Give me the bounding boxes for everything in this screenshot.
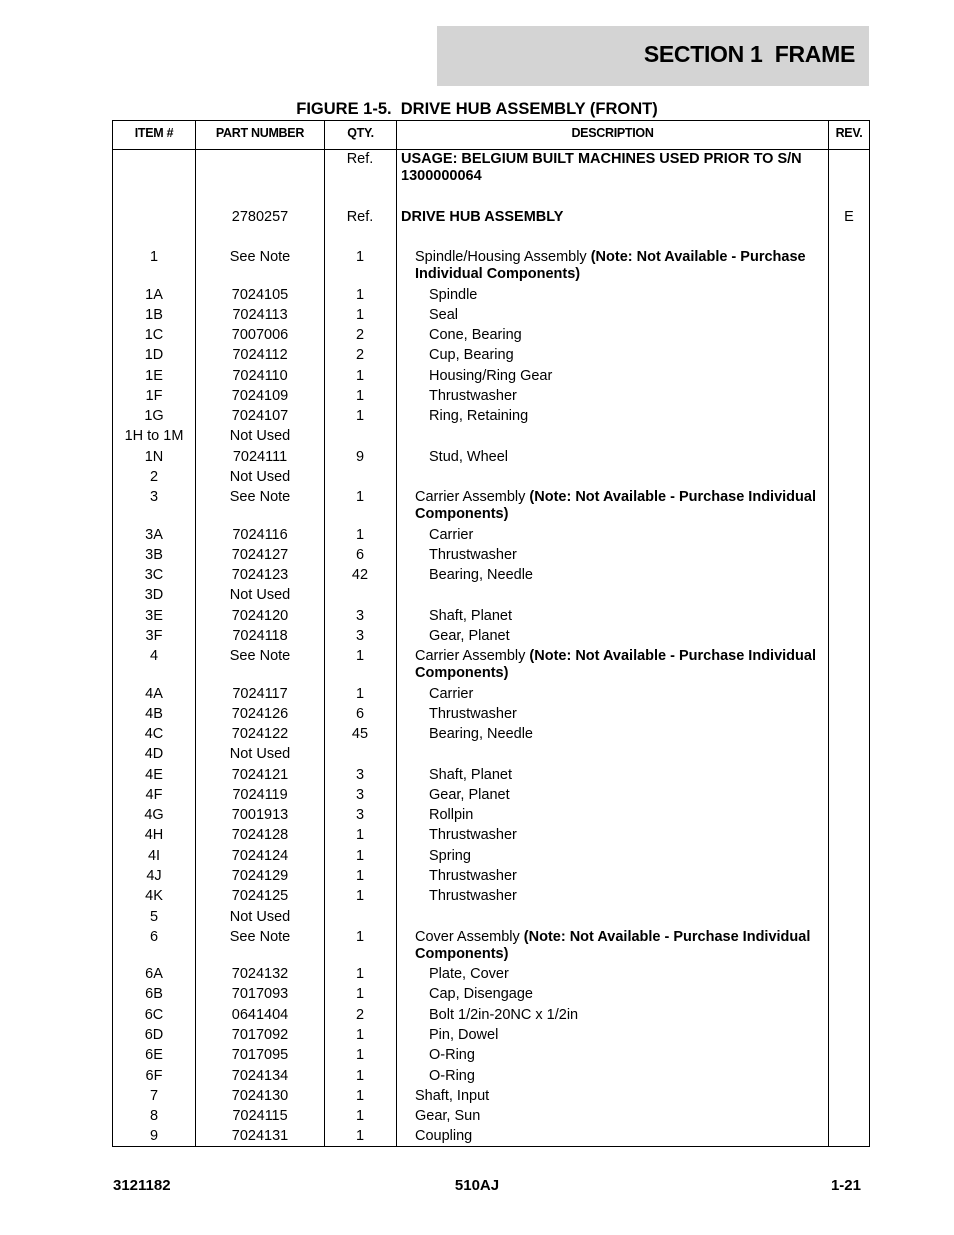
quantity: 1	[355, 249, 365, 265]
quantity: 45	[351, 726, 369, 742]
part-number: See Note	[229, 489, 291, 505]
description-text: Bearing, Needle	[429, 567, 533, 583]
quantity: 1	[355, 388, 365, 404]
description	[401, 249, 835, 283]
item-number: 6C	[144, 1007, 164, 1023]
item-number: 7	[149, 1088, 159, 1104]
description	[401, 787, 849, 804]
quantity: 3	[355, 787, 365, 803]
quantity: 1	[355, 408, 365, 424]
part-number: Not Used	[229, 469, 291, 485]
description	[401, 547, 849, 564]
description-text: Spindle/Housing Assembly	[415, 249, 591, 265]
description	[401, 888, 849, 905]
description-text: Seal	[429, 307, 459, 323]
description-text: Spring	[429, 848, 471, 864]
description-text: Thrustwasher	[429, 706, 517, 722]
description	[401, 929, 835, 963]
part-number: Not Used	[229, 746, 291, 762]
quantity: 1	[355, 929, 365, 945]
part-number: 7024129	[231, 868, 289, 884]
item-number: 3C	[144, 567, 164, 583]
item-number: 4H	[144, 827, 164, 843]
item-number: 3F	[145, 628, 163, 644]
quantity: Ref.	[346, 209, 374, 225]
item-number: 6	[149, 929, 159, 945]
description	[401, 1108, 835, 1125]
description-text: Ring, Retaining	[429, 408, 529, 424]
revision: E	[844, 209, 854, 225]
description-text: Cover Assembly	[415, 929, 524, 945]
part-number: 7024126	[231, 706, 289, 722]
description-text: Thrustwasher	[429, 888, 517, 904]
part-number: 7007006	[231, 327, 289, 343]
description	[401, 1047, 849, 1064]
description-text: Gear, Planet	[429, 787, 510, 803]
item-number: 4J	[146, 868, 162, 884]
part-number: 7024115	[232, 1108, 288, 1124]
description	[401, 966, 849, 983]
description	[401, 767, 849, 784]
quantity: 1	[355, 1088, 365, 1104]
part-number: 7017092	[231, 1027, 289, 1043]
description	[401, 527, 849, 544]
description	[401, 807, 849, 824]
part-number: 0641404	[231, 1007, 289, 1023]
description-text: Cup, Bearing	[429, 347, 514, 363]
item-number: 8	[149, 1108, 159, 1124]
description-text: O-Ring	[429, 1047, 475, 1063]
description-text: Gear, Planet	[429, 628, 510, 644]
item-number: 1H to 1M	[124, 428, 184, 444]
quantity: 1	[355, 307, 365, 323]
item-number: 4	[149, 648, 159, 664]
quantity: 1	[355, 1128, 365, 1144]
description	[401, 726, 849, 743]
quantity: 1	[355, 966, 365, 982]
description	[401, 608, 849, 625]
description-text: Spindle	[429, 287, 478, 303]
item-number: 6B	[145, 986, 163, 1002]
description	[401, 209, 821, 226]
part-number: 7024125	[231, 888, 289, 904]
part-number: 7024131	[231, 1128, 289, 1144]
item-number: 3E	[145, 608, 163, 624]
quantity: 3	[355, 628, 365, 644]
quantity: Ref.	[346, 151, 374, 167]
part-number: 7024128	[231, 827, 289, 843]
footer-page-number: 1-21	[830, 1177, 861, 1194]
item-number: 6E	[145, 1047, 163, 1063]
column-header-part-number: PART NUMBER	[215, 126, 305, 140]
description	[401, 1088, 835, 1105]
header-divider	[113, 149, 869, 150]
description-text: Shaft, Planet	[429, 608, 513, 624]
quantity: 1	[355, 868, 365, 884]
part-number: 7024130	[231, 1088, 289, 1104]
description-text: Thrustwasher	[429, 388, 517, 404]
description-text: Carrier	[429, 686, 474, 702]
item-number: 2	[149, 469, 159, 485]
item-number: 1D	[144, 347, 164, 363]
item-number: 4D	[144, 746, 164, 762]
description-text: Cone, Bearing	[429, 327, 522, 343]
item-number: 1F	[145, 388, 163, 404]
quantity: 1	[355, 648, 365, 664]
column-header-item: ITEM #	[134, 126, 174, 140]
section-title: SECTION 1 FRAME	[643, 41, 855, 67]
description-note: (Note: Not Available - Purchase Individual Components)	[415, 929, 811, 962]
description-text: Thrustwasher	[429, 868, 517, 884]
column-header-qty: QTY.	[347, 126, 374, 140]
description	[401, 868, 849, 885]
item-number: 3B	[145, 547, 163, 563]
description	[401, 1027, 849, 1044]
part-number: 7024132	[231, 966, 289, 982]
part-number: 7024105	[231, 287, 289, 303]
part-number: 7024116	[232, 527, 288, 543]
description	[401, 151, 821, 185]
item-number: 4I	[147, 848, 161, 864]
quantity: 42	[351, 567, 369, 583]
quantity: 1	[355, 827, 365, 843]
part-number: 7001913	[231, 807, 289, 823]
part-number: 7024107	[231, 408, 289, 424]
item-number: 4K	[145, 888, 163, 904]
quantity: 3	[355, 767, 365, 783]
description	[401, 388, 849, 405]
part-number: 7017095	[231, 1047, 289, 1063]
column-header-rev: REV.	[835, 126, 863, 140]
description	[401, 489, 835, 523]
quantity: 1	[355, 489, 365, 505]
part-number: See Note	[229, 249, 291, 265]
item-number: 6F	[145, 1068, 163, 1084]
item-number: 6A	[145, 966, 163, 982]
part-number: 7024122	[231, 726, 289, 742]
part-number: 7024112	[232, 347, 288, 363]
item-number: 5	[149, 909, 159, 925]
description-text: Stud, Wheel	[429, 449, 508, 465]
quantity: 9	[355, 449, 365, 465]
item-number: 1A	[145, 287, 163, 303]
description	[401, 1128, 835, 1145]
quantity: 1	[355, 986, 365, 1002]
description	[401, 1007, 849, 1024]
item-number: 4C	[144, 726, 164, 742]
quantity: 1	[355, 1068, 365, 1084]
description	[401, 449, 849, 466]
item-number: 3A	[145, 527, 163, 543]
column-divider	[396, 121, 397, 1146]
description-text: Carrier	[429, 527, 474, 543]
item-number: 1G	[144, 408, 164, 424]
description-text: Rollpin	[429, 807, 474, 823]
figure-title: FIGURE 1-5. DRIVE HUB ASSEMBLY (FRONT)	[296, 100, 658, 118]
part-number: Not Used	[229, 909, 291, 925]
part-number: 7024123	[231, 567, 289, 583]
description-text: Cap, Disengage	[429, 986, 533, 1002]
description	[401, 347, 849, 364]
part-number: 2780257	[231, 209, 289, 225]
item-number: 1E	[145, 368, 163, 384]
quantity: 6	[355, 547, 365, 563]
description-text: Bearing, Needle	[429, 726, 533, 742]
quantity: 1	[355, 1047, 365, 1063]
part-number: Not Used	[229, 587, 291, 603]
part-number: 7024117	[232, 686, 288, 702]
quantity: 2	[355, 327, 365, 343]
description	[401, 648, 835, 682]
description-note: (Note: Not Available - Purchase Individual Components)	[415, 249, 806, 282]
description	[401, 368, 849, 385]
item-number: 4B	[145, 706, 163, 722]
part-number: See Note	[229, 929, 291, 945]
footer-doc-number: 3121182	[113, 1177, 171, 1194]
part-number: 7024111	[232, 449, 288, 465]
item-number: 3D	[144, 587, 164, 603]
parts-table	[112, 120, 870, 1147]
description-text: Thrustwasher	[429, 827, 517, 843]
description	[401, 848, 849, 865]
part-number: 7024134	[231, 1068, 289, 1084]
item-number: 4F	[145, 787, 163, 803]
item-number: 4G	[144, 807, 164, 823]
quantity: 1	[355, 888, 365, 904]
footer-model: 510AJ	[454, 1177, 500, 1194]
part-number: 7024121	[231, 767, 289, 783]
description-text: Housing/Ring Gear	[429, 368, 553, 384]
description	[401, 567, 849, 584]
part-number: See Note	[229, 648, 291, 664]
description	[401, 1068, 849, 1085]
part-number: 7024120	[231, 608, 289, 624]
description-note: USAGE: BELGIUM BUILT MACHINES USED PRIOR TO S/N 1300000064	[401, 151, 802, 184]
item-number: 6D	[144, 1027, 164, 1043]
description	[401, 986, 849, 1003]
item-number: 4A	[145, 686, 163, 702]
quantity: 3	[355, 807, 365, 823]
part-number: Not Used	[229, 428, 291, 444]
part-number: 7024119	[232, 787, 288, 803]
description	[401, 686, 849, 703]
description	[401, 408, 849, 425]
quantity: 1	[355, 686, 365, 702]
part-number: 7024124	[231, 848, 289, 864]
description-note: (Note: Not Available - Purchase Individual Components)	[415, 489, 816, 522]
description-text: Gear, Sun	[415, 1108, 481, 1124]
part-number: 7024109	[231, 388, 289, 404]
part-number: 7017093	[231, 986, 289, 1002]
quantity: 1	[355, 1027, 365, 1043]
quantity: 1	[355, 368, 365, 384]
description-text: O-Ring	[429, 1068, 475, 1084]
description-text: Coupling	[415, 1128, 473, 1144]
item-number: 1N	[144, 449, 164, 465]
quantity: 3	[355, 608, 365, 624]
quantity: 6	[355, 706, 365, 722]
description	[401, 307, 849, 324]
description-text: Carrier Assembly	[415, 489, 530, 505]
description	[401, 287, 849, 304]
item-number: 1	[149, 249, 159, 265]
quantity: 1	[355, 527, 365, 543]
quantity: 1	[355, 848, 365, 864]
quantity: 1	[355, 1108, 365, 1124]
description	[401, 628, 849, 645]
description-text: Shaft, Input	[415, 1088, 490, 1104]
part-number: 7024127	[231, 547, 289, 563]
description-note: (Note: Not Available - Purchase Individual Components)	[415, 648, 816, 681]
description-text: Carrier Assembly	[415, 648, 530, 664]
section-header-box	[437, 26, 869, 86]
part-number: 7024110	[232, 368, 288, 384]
description-text: Thrustwasher	[429, 547, 517, 563]
quantity: 2	[355, 347, 365, 363]
description	[401, 327, 849, 344]
part-number: 7024118	[232, 628, 288, 644]
item-number: 1B	[145, 307, 163, 323]
description-text: Pin, Dowel	[429, 1027, 499, 1043]
description-text: Plate, Cover	[429, 966, 509, 982]
column-header-description: DESCRIPTION	[571, 126, 654, 140]
description-text: Bolt 1/2in-20NC x 1/2in	[429, 1007, 579, 1023]
item-number: 3	[149, 489, 159, 505]
item-number: 9	[149, 1128, 159, 1144]
description	[401, 706, 849, 723]
description-note: DRIVE HUB ASSEMBLY	[401, 209, 564, 225]
quantity: 2	[355, 1007, 365, 1023]
description-text: Shaft, Planet	[429, 767, 513, 783]
part-number: 7024113	[232, 307, 288, 323]
item-number: 1C	[144, 327, 164, 343]
item-number: 4E	[145, 767, 163, 783]
description	[401, 827, 849, 844]
quantity: 1	[355, 287, 365, 303]
